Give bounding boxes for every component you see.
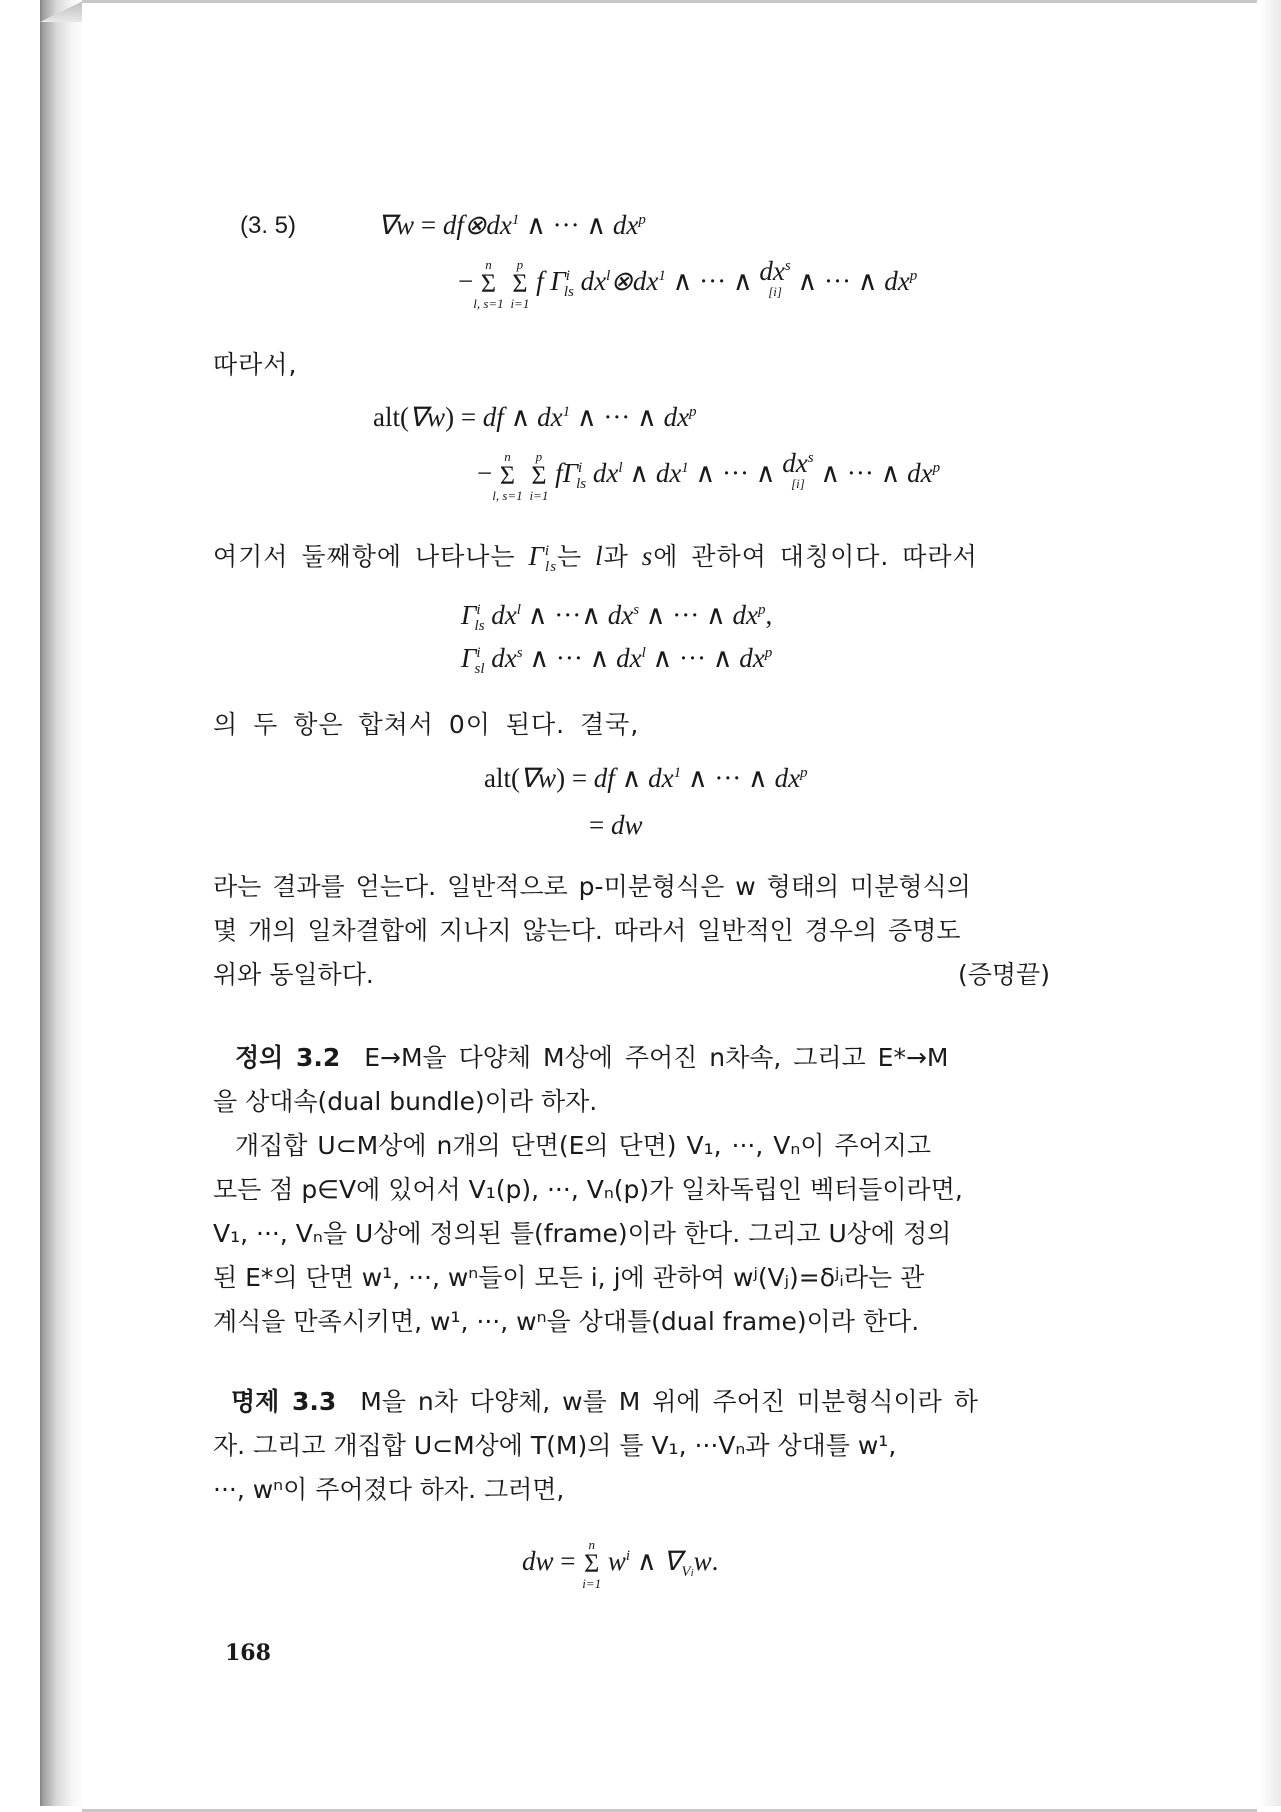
book-spine <box>40 0 84 1806</box>
result-line-2: 몇 개의 일차결합에 지나지 않는다. 따라서 일반적인 경우의 증명도 <box>213 916 961 945</box>
alt-equation-2-line-1: alt(∇w) = df ∧ $dx^1$ ∧ ··· ∧ $dx^p$ <box>484 763 808 793</box>
paragraph-result <box>213 865 1093 997</box>
paragraph-cancel: 의 두 항은 합쳐서 0이 된다. 결국, <box>213 710 640 739</box>
definition-line-1: 정의 3.2 E→M을 다양체 M상에 주어진 n차속, 그리고 E*→M <box>235 1043 949 1072</box>
definition-label: 정의 3.2 <box>235 1043 341 1072</box>
proposition-3-3 <box>213 1380 1093 1512</box>
proposition-line-3: ···, wⁿ이 주어졌다 하자. 그러면, <box>213 1475 565 1504</box>
equation-3-5-line-2: − n Σ l, s=1 p Σ i=1 f $\Gamma^i_{ls}$ $dx^l\otimes dx^1$ ∧ ··· ∧ $dx^s$ [i] ∧ ··· ∧ $dx^p$ <box>458 256 918 311</box>
gamma-line-1: $\Gamma^i_{ls}$ $dx^l$ ∧ ···∧ $dx^s$ ∧ ··· ∧ $dx^p$, <box>461 600 773 634</box>
alt-equation-2-line-2: = dw <box>589 810 643 840</box>
definition-line-7: 계식을 만족시키면, w¹, ···, wⁿ을 상대틀(dual frame)이라 한다. <box>213 1307 920 1336</box>
proposition-label: 명제 3.3 <box>231 1387 337 1416</box>
gamma-line-2: $\Gamma^i_{sl}$ $dx^s$ ∧ ··· ∧ $dx^l$ ∧ ··· ∧ $dx^p$ <box>461 643 773 677</box>
result-line-3: 위와 동일하다. (증명끝) <box>213 953 1093 997</box>
proposition-formula: dw = n Σ i=1 $w^i$ ∧ $\nabla_{Vi}w$. <box>522 1537 719 1591</box>
page-right-edge <box>1259 0 1281 1806</box>
page-number: 168 <box>225 1640 271 1666</box>
qed-mark: (증명끝) <box>958 960 1050 989</box>
definition-line-2: 을 상대속(dual bundle)이라 하자. <box>213 1087 598 1116</box>
alt-equation-line-1: alt(∇w) = df ∧ $dx^1$ ∧ ··· ∧ $dx^p$ <box>373 402 697 432</box>
text-therefore: 따라서, <box>213 350 298 379</box>
proposition-line-1: 명제 3.3 M을 n차 다양체, w를 M 위에 주어진 미분형식이라 하 <box>231 1387 978 1416</box>
result-line-1: 라는 결과를 얻는다. 일반적으로 p-미분형식은 w 형태의 미분형식의 <box>213 872 971 901</box>
paragraph-symmetry: 여기서 둘째항에 나타나는 $\Gamma^i_{ls}$는 l과 s에 관하여 대칭이다. 따라서 <box>213 541 978 575</box>
definition-line-3: 개집합 U⊂M상에 n개의 단면(E의 단면) V₁, ···, Vₙ이 주어지고 <box>235 1131 932 1160</box>
definition-line-5: V₁, ···, Vₙ을 U상에 정의된 틀(frame)이라 한다. 그리고 U상에 정의 <box>213 1219 952 1248</box>
definition-3-2 <box>213 1036 1093 1344</box>
equation-label-3-5: (3. 5) <box>240 212 297 239</box>
definition-line-6: 된 E*의 단면 w¹, ···, wⁿ들이 모든 i, j에 관하여 wʲ(Vⱼ)=δʲᵢ라는 관 <box>213 1263 925 1292</box>
definition-line-4: 모든 점 p∈V에 있어서 V₁(p), ···, Vₙ(p)가 일차독립인 벡터들이라면, <box>213 1175 963 1204</box>
proposition-line-2: 자. 그리고 개집합 U⊂M상에 T(M)의 틀 V₁, ···Vₙ과 상대틀 w¹, <box>213 1431 897 1460</box>
alt-equation-line-2: − n Σ l, s=1 p Σ i=1 $f\Gamma^i_{ls}$ $dx^l$ ∧ $dx^1$ ∧ ··· ∧ $dx^s$ [i] ∧ ··· ∧ $dx^p$ <box>477 448 941 503</box>
equation-3-5-line-1: $\nabla w = df\otimes dx^1$ ∧ ··· ∧ $dx^p$ <box>378 210 646 240</box>
